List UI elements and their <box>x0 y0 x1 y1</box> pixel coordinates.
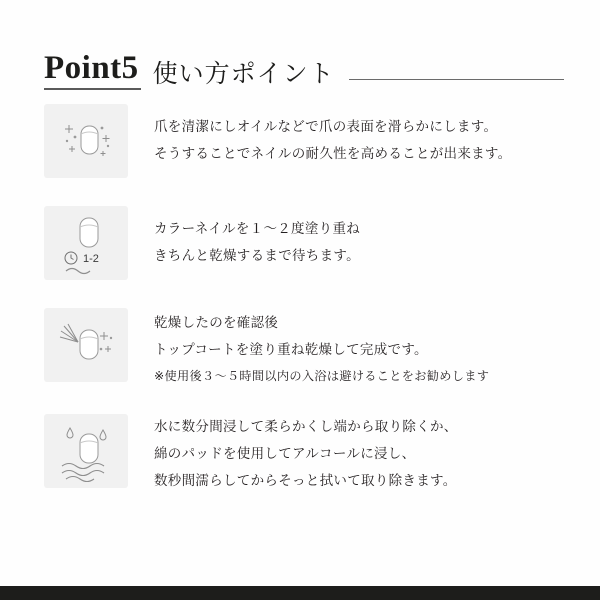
step-line: 綿のパッドを使用してアルコールに浸し、 <box>154 446 416 463</box>
step-text <box>154 308 489 388</box>
step-line: 爪を清潔にしオイルなどで爪の表面を滑らかにします。 <box>154 119 498 135</box>
footer-bar <box>0 586 600 600</box>
list-item <box>44 414 560 495</box>
svg-text:1-2: 1-2 <box>83 253 99 265</box>
step-text <box>154 414 458 495</box>
steps-list <box>44 104 560 517</box>
nail-sparkle-icon <box>44 104 128 178</box>
step-line: トップコートを塗り重ね乾燥して完成です。 <box>154 342 428 358</box>
list-item <box>44 206 560 280</box>
page-title-point: Point5 <box>44 52 141 90</box>
list-item <box>44 308 560 388</box>
step-line: 水に数分間浸して柔らかくし端から取り除くか、 <box>154 419 458 436</box>
nail-topcoat-icon <box>44 308 128 382</box>
step-line: カラーネイルを１～２度塗り重ね <box>154 221 361 237</box>
nail-water-icon <box>44 414 128 488</box>
step-line: 乾燥したのを確認後 <box>154 315 279 331</box>
header-rule <box>349 79 564 80</box>
step-line: 数秒間濡らしてからそっと拭いて取り除きます。 <box>154 473 457 490</box>
step-text <box>154 206 360 270</box>
step-text <box>154 104 511 168</box>
list-item <box>44 104 560 178</box>
nail-timer-icon <box>44 206 128 280</box>
step-line: きちんと乾燥するまで待ちます。 <box>154 248 360 264</box>
page-title: 使い方ポイント <box>152 59 335 88</box>
step-note: ※使用後３～５時間以内の入浴は避けることをお勧めします <box>154 369 490 383</box>
step-line: そうすることでネイルの耐久性を高めることが出来ます。 <box>154 146 512 162</box>
page-header <box>44 38 564 90</box>
